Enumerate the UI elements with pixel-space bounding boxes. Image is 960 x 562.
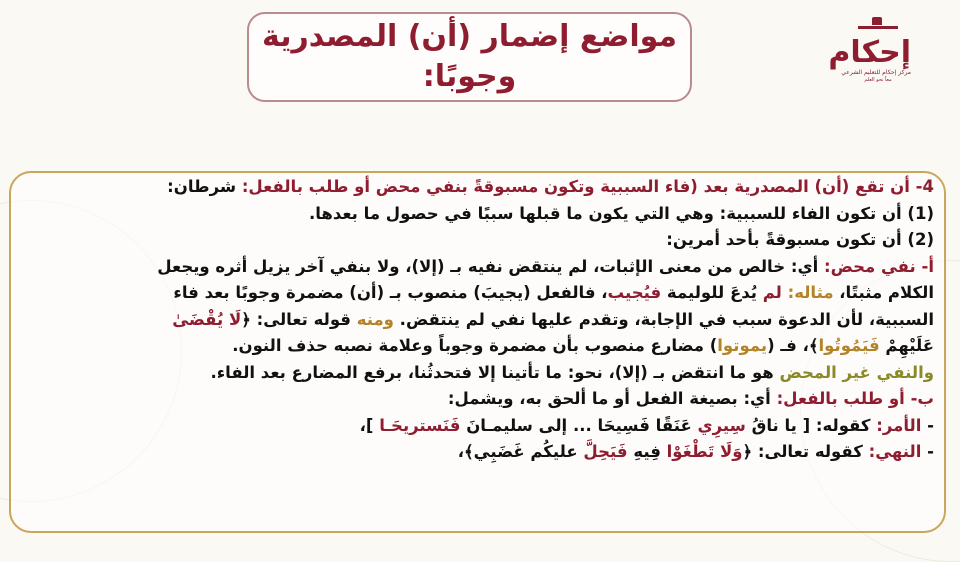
body-text: ، فالفعل (يجيبَ) منصوب بـ (أن) مضمرة وجوبًا بعد فاء: [173, 283, 608, 302]
highlighted-text: والنفي غير المحض: [779, 362, 934, 382]
logo-name: إحكام: [828, 35, 911, 70]
highlighted-text: سِيرِي: [697, 415, 746, 435]
body-text: عليكُم غَضَبِي﴾،: [457, 442, 584, 461]
content-line: [20, 439, 934, 466]
body-text: الكلام مثبتًا،: [833, 283, 934, 302]
highlighted-text: وَلَا تَطْغَوْا: [666, 442, 743, 461]
highlighted-text: لم: [762, 283, 782, 302]
body-text: السببية، لأن الدعوة سبب في الإجابة، وتقدم عليها نفي لم ينتقض.: [393, 309, 934, 329]
body-text: قوله تعالى: ﴿: [241, 309, 357, 329]
body-text: ]،: [359, 415, 380, 435]
brand-logo: [828, 26, 911, 84]
title-box: [247, 12, 692, 102]
logo-tagline: معاً نحو العلم: [864, 77, 892, 83]
highlighted-text: النهي:: [868, 442, 922, 461]
body-text: أي: بصيغة الفعل أو ما ألحق به، ويشمل:: [447, 389, 777, 408]
lesson-content: [20, 174, 934, 466]
highlighted-text: فَيَمُوتُوا: [818, 336, 880, 355]
content-line: [20, 413, 934, 440]
body-text: فِيهِ: [627, 442, 667, 461]
content-line: [20, 307, 934, 334]
highlighted-text: لَا يُقْضَىٰ: [172, 309, 242, 329]
content-line: [20, 333, 934, 360]
body-text: هو ما انتقض بـ (إلا)، نحو: ما تأتينا إلا فتحدثُنا، برفع المضارع بعد الفاء.: [210, 362, 780, 382]
highlighted-text: فَيَحِلَّ: [583, 442, 628, 461]
body-text: كقوله تعالى: ﴿: [742, 442, 869, 461]
body-text: ) مضارع منصوب بأن مضمرة وجوباً وعلامة نصبه حذف النون.: [232, 336, 718, 355]
body-text: -: [921, 415, 934, 435]
highlighted-text: أ- نفي محض:: [824, 256, 934, 276]
content-line: [20, 174, 934, 201]
body-text: ﴾، فـ (: [767, 336, 819, 355]
body-text: أي: خالص من معنى الإثبات، لم ينتقض نفيه بـ (إلا)، ولا بنفي آخر يزيل أثره ويجعل: [157, 256, 825, 276]
body-text: يُدعَ للوليمة: [661, 283, 763, 302]
body-text: كقوله: [ يا ناقُ: [745, 415, 877, 435]
slide-title-line2: وجوبًا:: [422, 59, 517, 94]
content-line: [20, 227, 934, 254]
crown-icon: [858, 26, 898, 37]
highlighted-text: 4- أن تقع (أن) المصدرية بعد (فاء السببية وتكون مسبوقةً بنفي محض أو طلب بالفعل:: [241, 177, 934, 196]
highlighted-text: ب- أو طلب بالفعل:: [776, 389, 934, 408]
highlighted-text: الأمر:: [876, 415, 922, 435]
body-text: -: [921, 442, 934, 461]
highlighted-text: يموتوا: [717, 336, 768, 355]
body-text: شرطان:: [167, 177, 242, 196]
body-text: (1) أن تكون الفاء للسببية: وهي التي يكون ما قبلها سببًا في حصول ما بعدها.: [308, 203, 934, 223]
highlighted-text: ومنه: [356, 309, 394, 329]
slide-title-line1: مواضع إضمار (أن) المصدرية: [262, 19, 677, 54]
body-text: عَلَيْهِمْ: [879, 336, 934, 355]
content-line: [20, 360, 934, 387]
body-text: (2) أن تكون مسبوقةً بأحد أمرين:: [666, 230, 934, 249]
highlighted-text: فيُجيب: [607, 283, 662, 302]
content-line: [20, 280, 934, 307]
highlighted-text: مثاله:: [787, 283, 834, 302]
highlighted-text: فَنَستريحَـا: [379, 415, 461, 435]
content-line: [20, 386, 934, 413]
content-line: [20, 254, 934, 281]
content-line: [20, 201, 934, 228]
body-text: عَنَقًا فَسِيحَا ... إلى سليمـانَ: [460, 415, 698, 435]
logo-subtitle: مركز إحكام للتعليم الشرعي: [841, 69, 911, 76]
